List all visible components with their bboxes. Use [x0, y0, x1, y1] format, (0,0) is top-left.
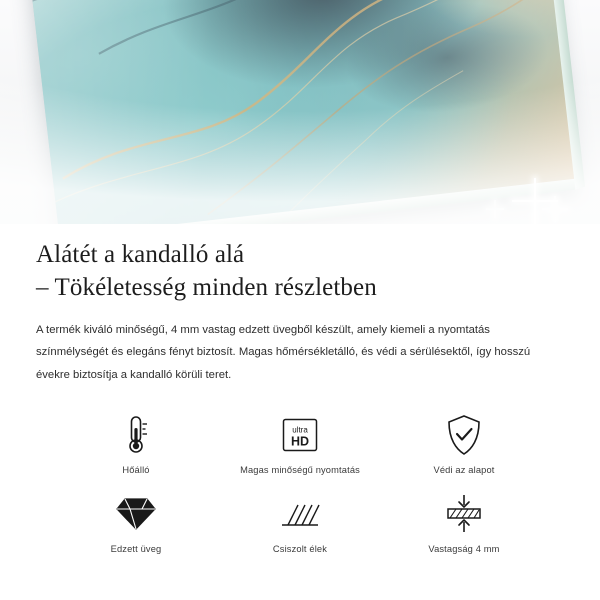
svg-text:HD: HD: [290, 434, 310, 449]
feature-item-thickness: [382, 487, 546, 556]
feature-label: Magas minőségű nyomtatás: [240, 465, 360, 476]
feature-label: Védi az alapot: [433, 465, 495, 476]
feature-item-polished-edges: [218, 487, 382, 556]
page-title: [36, 238, 564, 305]
hero-product-image: [0, 0, 600, 224]
text-content: [0, 224, 600, 556]
sparkle-icon: [542, 196, 568, 222]
feature-label: Vastagság 4 mm: [428, 544, 500, 555]
feature-grid: [36, 408, 564, 556]
description-paragraph: A termék kiváló minőségű, 4 mm vastag edzett üvegből készült, amely kiemeli a nyomtatás színmélységét és elegáns fényt biztosít. Magas hőmérsékletálló, és védi a sérülésektől, így hosszú évekre biztosítja a kandalló körüli teret.: [36, 323, 531, 381]
diamond-icon: [115, 491, 157, 537]
polished-edges-icon: [278, 491, 322, 537]
feature-item-surface-protection: [382, 408, 546, 477]
page-title-line-2: – Tökéletesség minden részletben: [36, 274, 377, 302]
thickness-icon: [442, 491, 486, 537]
shield-check-icon: [445, 412, 483, 458]
glass-panel: [19, 0, 576, 224]
feature-label: Hőálló: [122, 465, 150, 476]
feature-label: Edzett üveg: [110, 544, 162, 555]
svg-text:ultra: ultra: [292, 425, 308, 435]
feature-label: Csiszolt élek: [272, 544, 328, 555]
feature-item-print-quality: [218, 408, 382, 477]
feature-item-heat-resistant: [54, 408, 218, 477]
sparkle-icon: [486, 200, 504, 218]
page-title-line-1: Alátét a kandalló alá: [36, 241, 245, 268]
thermometer-icon: [119, 412, 153, 458]
feature-item-tempered-glass: [54, 487, 218, 556]
ultra-hd-icon: [280, 412, 320, 458]
